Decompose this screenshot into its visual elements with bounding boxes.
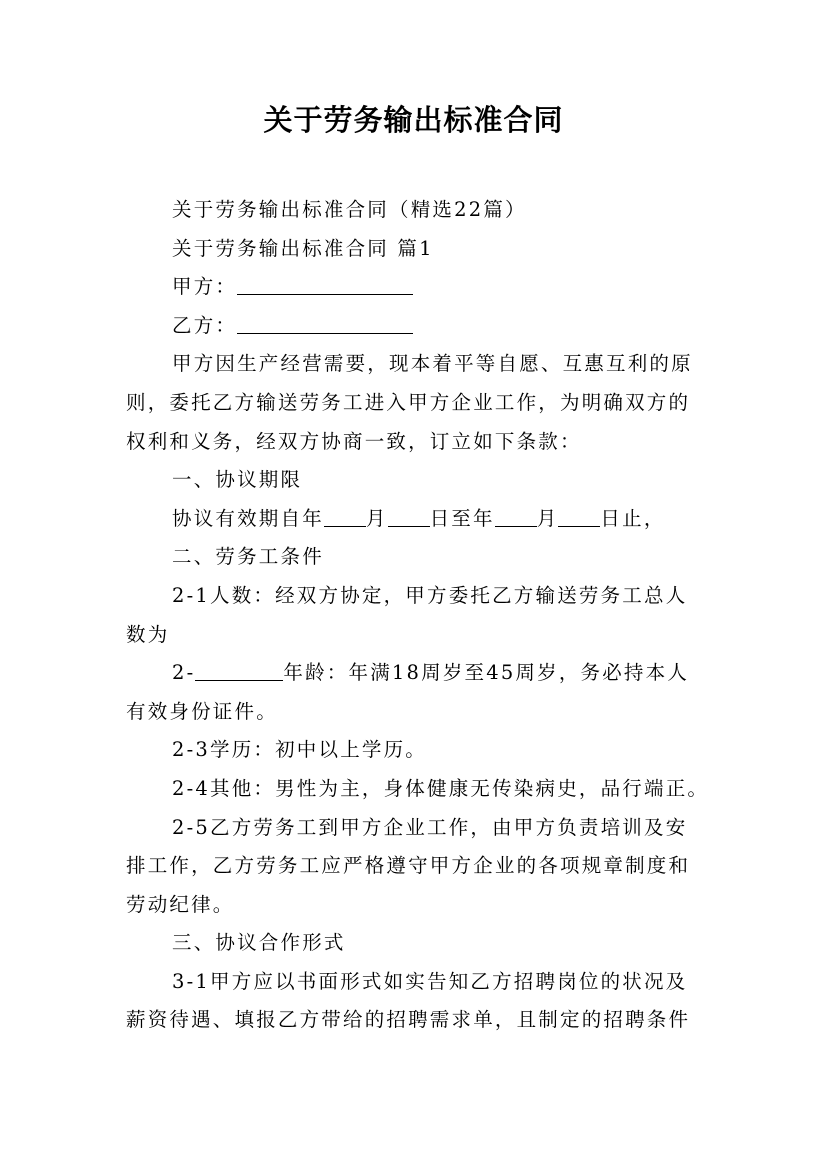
- item-3-1-line-1: 3-1甲方应以书面形式如实告知乙方招聘岗位的状况及: [172, 969, 688, 993]
- term-month1: 月: [365, 506, 388, 530]
- term-blank-day2: [558, 506, 600, 527]
- item-2-2-blank: [195, 661, 283, 682]
- term-blank-month2: [495, 506, 537, 527]
- subtitle: 关于劳务输出标准合同（精选22篇）: [172, 198, 527, 221]
- item-2-2-line-1: [126, 654, 706, 693]
- document-body: [126, 191, 710, 1040]
- heading-term: 一、协议期限: [172, 468, 303, 492]
- term-month2: 月: [536, 506, 559, 530]
- party-a-line: [126, 268, 706, 307]
- intro-line-3: 权利和义务，经双方协商一致，订立如下条款：: [126, 429, 582, 453]
- party-b-line: [126, 307, 706, 346]
- item-3-1-line-2: 薪资待遇、填报乙方带给的招聘需求单，且制定的招聘条件: [126, 1008, 691, 1032]
- party-a-label: 甲方：: [172, 275, 238, 299]
- intro-line-1: 甲方因生产经营需要，现本着平等自愿、互惠互利的原: [172, 352, 693, 376]
- heading-cooperation: 三、协议合作形式: [172, 931, 346, 955]
- document-title: 关于劳务输出标准合同: [263, 103, 564, 137]
- term-blank-day1: [388, 506, 430, 527]
- term-prefix: 协议有效期自年: [172, 506, 324, 530]
- item-2-2-rest: 年龄：年满18周岁至45周岁，务必持本人: [283, 661, 690, 685]
- term-blank-month1: [324, 506, 366, 527]
- item-2-5-line-2: 排工作，乙方劳务工应严格遵守甲方企业的各项规章制度和: [126, 854, 691, 878]
- party-b-blank: [237, 313, 413, 334]
- section-heading: 关于劳务输出标准合同 篇1: [172, 236, 434, 260]
- heading-conditions: 二、劳务工条件: [172, 545, 324, 569]
- item-2-2-prefix: 2-: [172, 661, 196, 685]
- item-2-3: 2-3学历：初中以上学历。: [172, 738, 428, 762]
- item-2-4: 2-4其他：男性为主，身体健康无传染病史，品行端正。: [172, 776, 710, 800]
- item-2-1-line-1: 2-1人数：经双方协定，甲方委托乙方输送劳务工总人: [172, 583, 688, 607]
- term-day1: 日至年: [429, 506, 495, 530]
- intro-line-2: 则，委托乙方输送劳务工进入甲方企业工作，为明确双方的: [126, 390, 691, 414]
- term-line: [126, 500, 706, 539]
- party-b-label: 乙方：: [172, 313, 238, 337]
- party-a-blank: [237, 275, 413, 296]
- item-2-5-line-3: 劳动纪律。: [126, 892, 235, 916]
- item-2-5-line-1: 2-5乙方劳务工到甲方企业工作，由甲方负责培训及安: [172, 815, 688, 839]
- item-2-1-line-2: 数为: [126, 622, 170, 646]
- item-2-2-line-2: 有效身份证件。: [126, 699, 278, 723]
- term-end: 日止，: [600, 506, 666, 530]
